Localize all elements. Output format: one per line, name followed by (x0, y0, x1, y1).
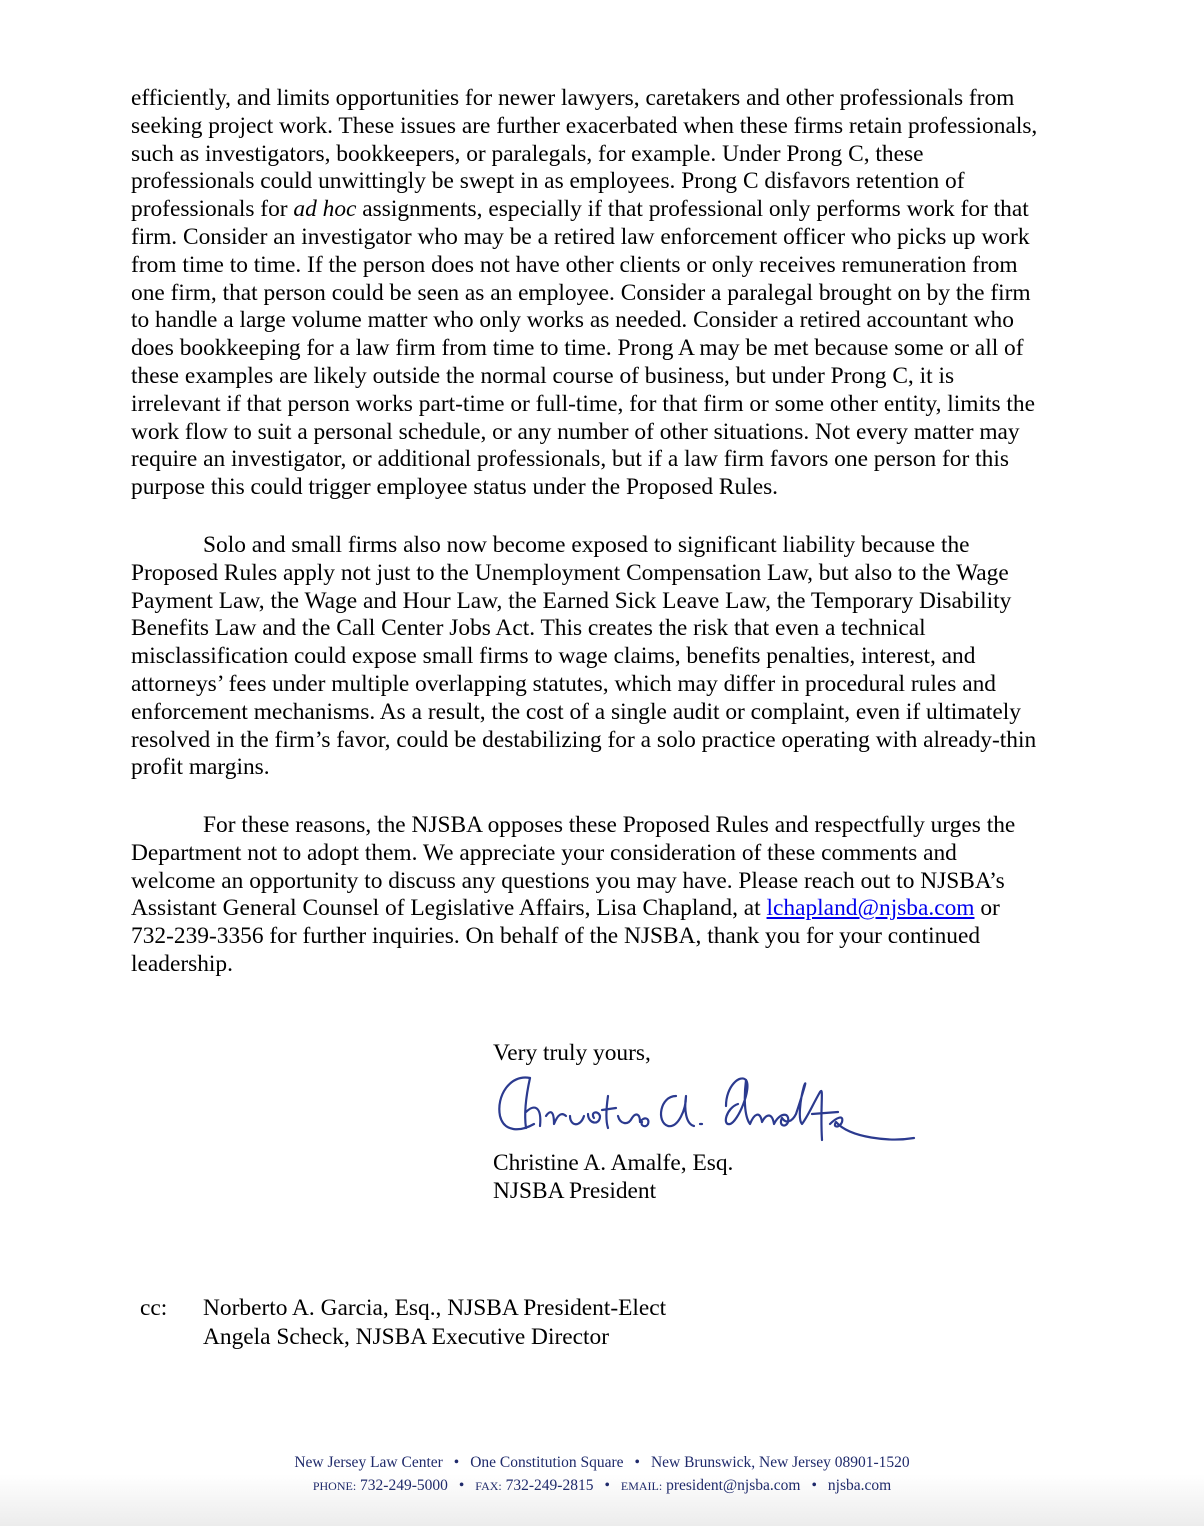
footer-website: njsba.com (827, 1477, 892, 1494)
text-line: Department not to adopt them. We appreciate your consideration of these comments and (131, 839, 957, 866)
text-line: such as investigators, bookkeepers, or paralegals, for example. Under Prong C, these (131, 140, 924, 167)
text-line: irrelevant if that person works part-time or full-time, for that firm or some other entity, limits the (131, 390, 1035, 417)
text-line: 732-239-3356 for further inquiries. On behalf of the NJSBA, thank you for your continued (131, 923, 981, 950)
text-line: purpose this could trigger employee status under the Proposed Rules. (131, 474, 779, 501)
phone-number: 732-249-5000 (360, 1477, 448, 1494)
email-label: EMAIL: (620, 1479, 663, 1493)
text-line: enforcement mechanisms. As a result, the cost of a single audit or complaint, even if ultimately (131, 698, 1021, 725)
separator-dot: • (634, 1454, 640, 1471)
text-run: assignments, especially if that professional only performs work for that (356, 196, 1029, 223)
text-line: attorneys’ fees under multiple overlapping statutes, which may differ in procedural rules and (131, 670, 996, 697)
signatory-title: NJSBA President (493, 1178, 657, 1204)
text-run: Assistant General Counsel of Legislative Affairs, Lisa Chapland, at (131, 895, 767, 922)
text-line: Benefits Law and the Call Center Jobs Act. This creates the risk that even a technical (131, 615, 926, 642)
text-line: resolved in the firm’s favor, could be destabilizing for a solo practice operating with already-thin (131, 726, 1037, 753)
text-run: or (974, 895, 1000, 922)
text-line: from time to time. If the person does not have other clients or only receives remuneration from (131, 251, 1018, 278)
footer-address-street: One Constitution Square (470, 1454, 624, 1471)
footer-contact (0, 1477, 1204, 1495)
text-line: profit margins. (131, 754, 270, 781)
separator-dot: • (811, 1477, 817, 1494)
text-line: to handle a large volume matter who only works as needed. Consider a retired accountant who (131, 307, 1014, 334)
cc-recipient: Norberto A. Garcia, Esq., NJSBA President-Elect (203, 1295, 667, 1321)
text-line: misclassification could expose small firms to wage claims, benefits penalties, interest, and (131, 643, 976, 670)
footer-address-city: New Brunswick, New Jersey 08901-1520 (650, 1454, 910, 1471)
text-run: professionals for (131, 196, 294, 223)
paragraph-conclusion (131, 812, 1015, 979)
text-line: For these reasons, the NJSBA opposes these Proposed Rules and respectfully urges the (203, 812, 1016, 838)
separator-dot: • (604, 1477, 610, 1494)
text-line (131, 895, 1015, 923)
text-line: professionals could unwittingly be swept in as employees. Prong C disfavors retention of (131, 168, 965, 195)
cc-recipient: Angela Scheck, NJSBA Executive Director (203, 1324, 609, 1350)
text-line: require an investigator, or additional professionals, but if a law firm favors one person for this (131, 446, 1009, 473)
footer-address-building: New Jersey Law Center (294, 1454, 443, 1471)
signatory-name: Christine A. Amalfe, Esq. (493, 1150, 734, 1176)
phone-label: PHONE: (312, 1479, 357, 1493)
paragraph-prong-c (131, 85, 1037, 502)
text-line: does bookkeeping for a law firm from time to time. Prong A may be met because some or all of (131, 335, 1024, 362)
footer-address (0, 1454, 1204, 1472)
text-line: leadership. (131, 950, 233, 977)
letterhead-footer (0, 1440, 1204, 1526)
text-line: Payment Law, the Wage and Hour Law, the Earned Sick Leave Law, the Temporary Disability (131, 587, 1012, 614)
email-link[interactable]: lchapland@njsba.com (766, 895, 975, 922)
text-line: firm. Consider an investigator who may be a retired law enforcement officer who picks up work (131, 223, 1030, 250)
text-line: efficiently, and limits opportunities for newer lawyers, caretakers and other professionals from (131, 85, 1015, 111)
text-line: these examples are likely outside the normal course of business, but under Prong C, it is (131, 362, 955, 389)
footer-email: president@njsba.com (666, 1477, 801, 1494)
fax-label: FAX: (475, 1479, 502, 1493)
text-line: one firm, that person could be seen as an employee. Consider a paralegal brought on by the firm (131, 279, 1031, 306)
text-line (131, 196, 1037, 224)
signature (490, 1066, 920, 1151)
paragraph-liability (131, 532, 1036, 782)
text-line: welcome an opportunity to discuss any questions you may have. Please reach out to NJSBA’s (131, 867, 1005, 894)
text-line: Proposed Rules apply not just to the Unemployment Compensation Law, but also to the Wage (131, 559, 1009, 586)
text-line: work flow to suit a personal schedule, or any number of other situations. Not every matter may (131, 418, 1020, 445)
separator-dot: • (453, 1454, 460, 1471)
text-line: Solo and small firms also now become exposed to significant liability because the (203, 532, 970, 558)
closing-salutation: Very truly yours, (493, 1040, 651, 1066)
separator-dot: • (458, 1477, 465, 1494)
text-line: seeking project work. These issues are further exacerbated when these firms retain professionals, (131, 112, 1038, 139)
cc-label: cc: (140, 1295, 168, 1321)
fax-number: 732-249-2815 (505, 1477, 594, 1494)
italic-text: ad hoc (293, 196, 357, 223)
